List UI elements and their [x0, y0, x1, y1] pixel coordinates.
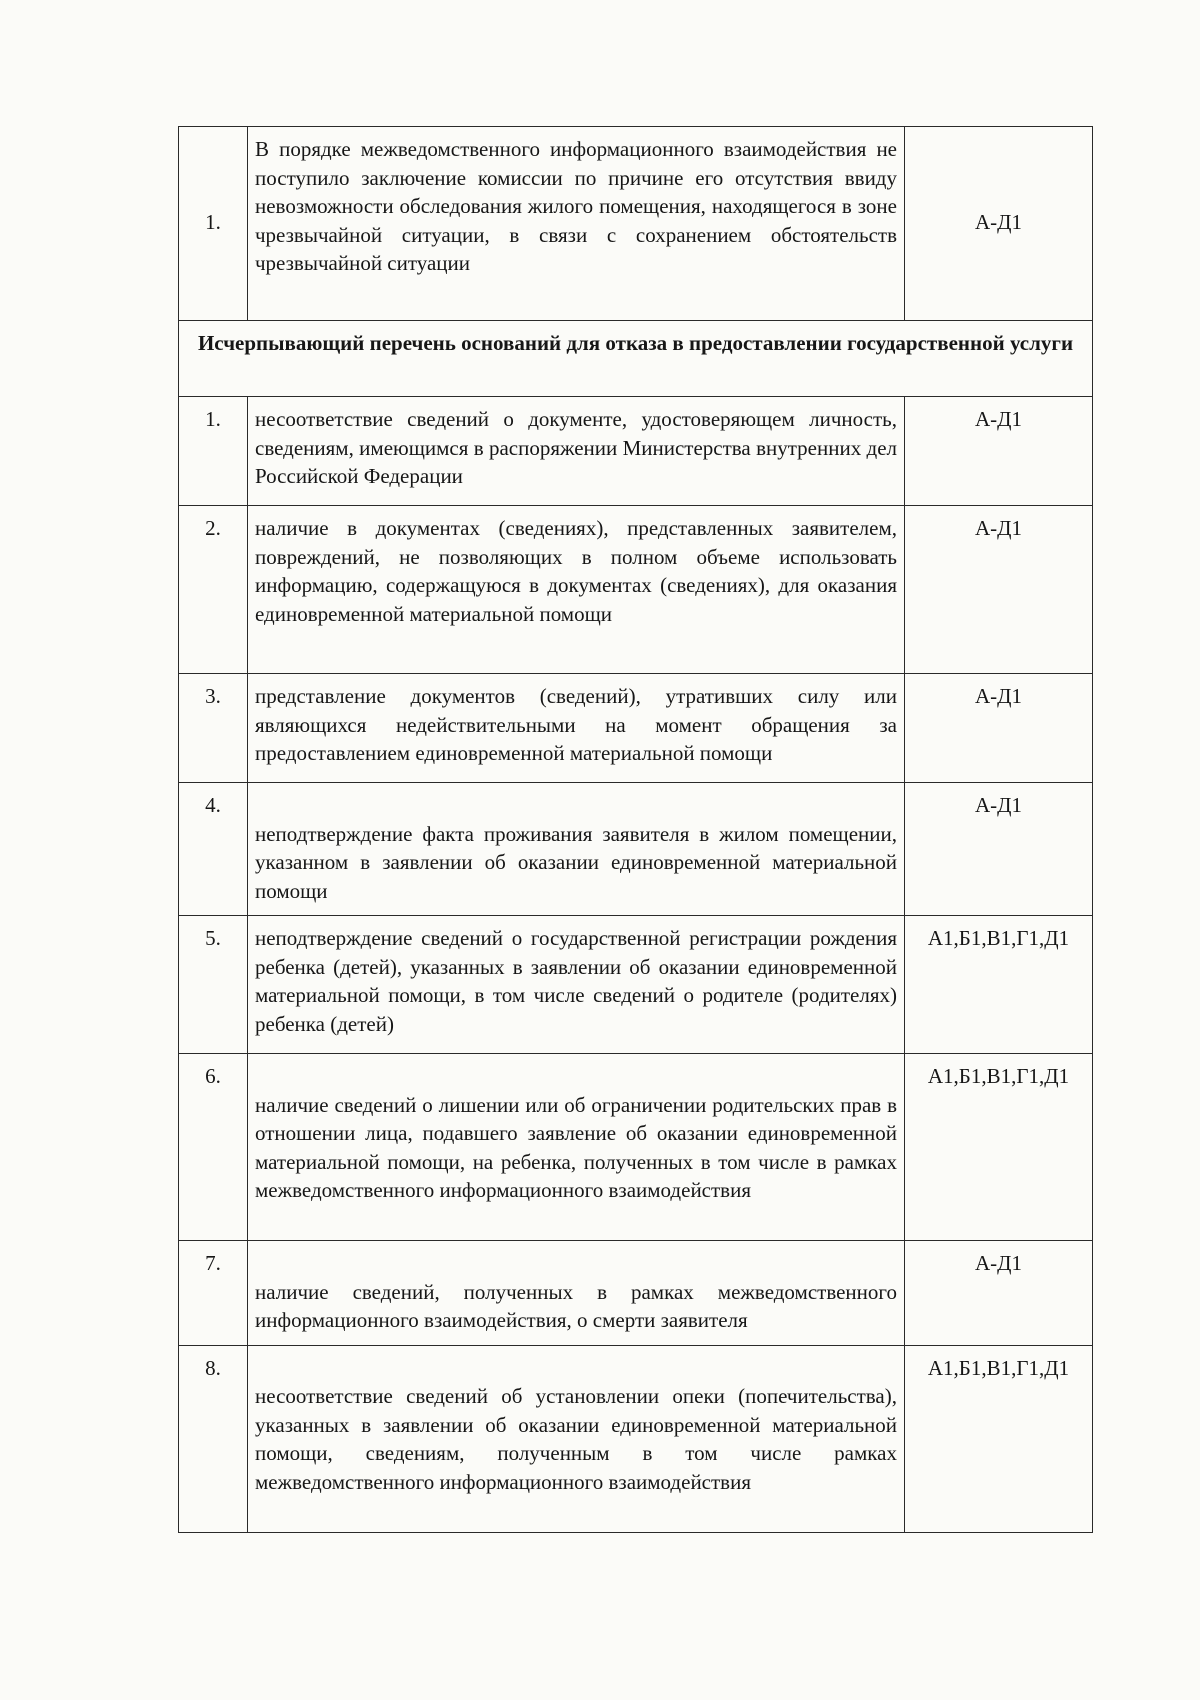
table-row [179, 783, 1093, 916]
row-code: А-Д1 [905, 783, 1093, 916]
table-row [179, 1054, 1093, 1241]
row-text: представление документов (сведений), утративших силу или являющихся недействительными на момент обращения за предоставлением единовременной материальной помощи [248, 674, 905, 783]
table-row [179, 1241, 1093, 1346]
row-text: неподтверждение сведений о государственной регистрации рождения ребенка (детей), указанных в заявлении об оказании единовременной материальной помощи, в том числе сведений о родителе (родителях) ребенка (детей) [248, 916, 905, 1054]
table-row [179, 397, 1093, 506]
row-code: А1,Б1,В1,Г1,Д1 [905, 1054, 1093, 1241]
table-row [179, 674, 1093, 783]
row-code: А1,Б1,В1,Г1,Д1 [905, 1345, 1093, 1532]
row-code: А-Д1 [905, 127, 1093, 321]
grounds-table [178, 126, 1093, 1533]
row-number: 7. [179, 1241, 248, 1346]
row-text-content: несоответствие сведений об установлении опеки (попечительства), указанных в заявлении об оказании единовременной материальной помощи, сведениям, полученным в том числе рамках межведомственного информационного взаимодействия [255, 1384, 897, 1494]
row-text: В порядке межведомственного информационного взаимодействия не поступило заключение комиссии по причине его отсутствия ввиду невозможности обследования жилого помещения, находящегося в зоне чрезвычайной ситуации, в связи с сохранением обстоятельств чрезвычайной ситуации [248, 127, 905, 321]
row-number: 1. [179, 397, 248, 506]
row-number: 3. [179, 674, 248, 783]
row-code: А1,Б1,В1,Г1,Д1 [905, 916, 1093, 1054]
blank-line [255, 1249, 897, 1278]
row-number: 2. [179, 506, 248, 674]
blank-line [255, 791, 897, 820]
row-number: 5. [179, 916, 248, 1054]
row-text: наличие в документах (сведениях), представленных заявителем, повреждений, не позволяющих в полном объеме использовать информацию, содержащуюся в документах (сведениях), для оказания единовременной материальной помощи [248, 506, 905, 674]
table-row [179, 916, 1093, 1054]
row-text-content: наличие сведений, полученных в рамках межведомственного информационного взаимодействия, о смерти заявителя [255, 1279, 897, 1332]
row-code: А-Д1 [905, 506, 1093, 674]
section-heading-row [179, 321, 1093, 397]
row-text-content: неподтверждение факта проживания заявителя в жилом помещении, указанном в заявлении об оказании единовременной материальной помощи [255, 821, 897, 903]
row-number: 6. [179, 1054, 248, 1241]
table-row [179, 506, 1093, 674]
row-code: А-Д1 [905, 1241, 1093, 1346]
blank-line [255, 1354, 897, 1383]
row-number: 1. [179, 127, 248, 321]
row-text [248, 1345, 905, 1532]
row-number: 8. [179, 1345, 248, 1532]
row-text [248, 1241, 905, 1346]
row-code: А-Д1 [905, 674, 1093, 783]
row-text: несоответствие сведений о документе, удостоверяющем личность, сведениям, имеющимся в распоряжении Министерства внутренних дел Российской Федерации [248, 397, 905, 506]
row-code: А-Д1 [905, 397, 1093, 506]
row-text-content: наличие сведений о лишении или об ограничении родительских прав в отношении лица, подавшего заявление об оказании единовременной материальной помощи, на ребенка, полученных в том числе в рамках межведомственного информационного взаимодействия [255, 1092, 897, 1202]
section-heading: Исчерпывающий перечень оснований для отказа в предоставлении государственной услуги [179, 321, 1093, 397]
row-text [248, 1054, 905, 1241]
table-row [179, 127, 1093, 321]
row-number: 4. [179, 783, 248, 916]
blank-line [255, 1062, 897, 1091]
table-row [179, 1345, 1093, 1532]
row-text [248, 783, 905, 916]
